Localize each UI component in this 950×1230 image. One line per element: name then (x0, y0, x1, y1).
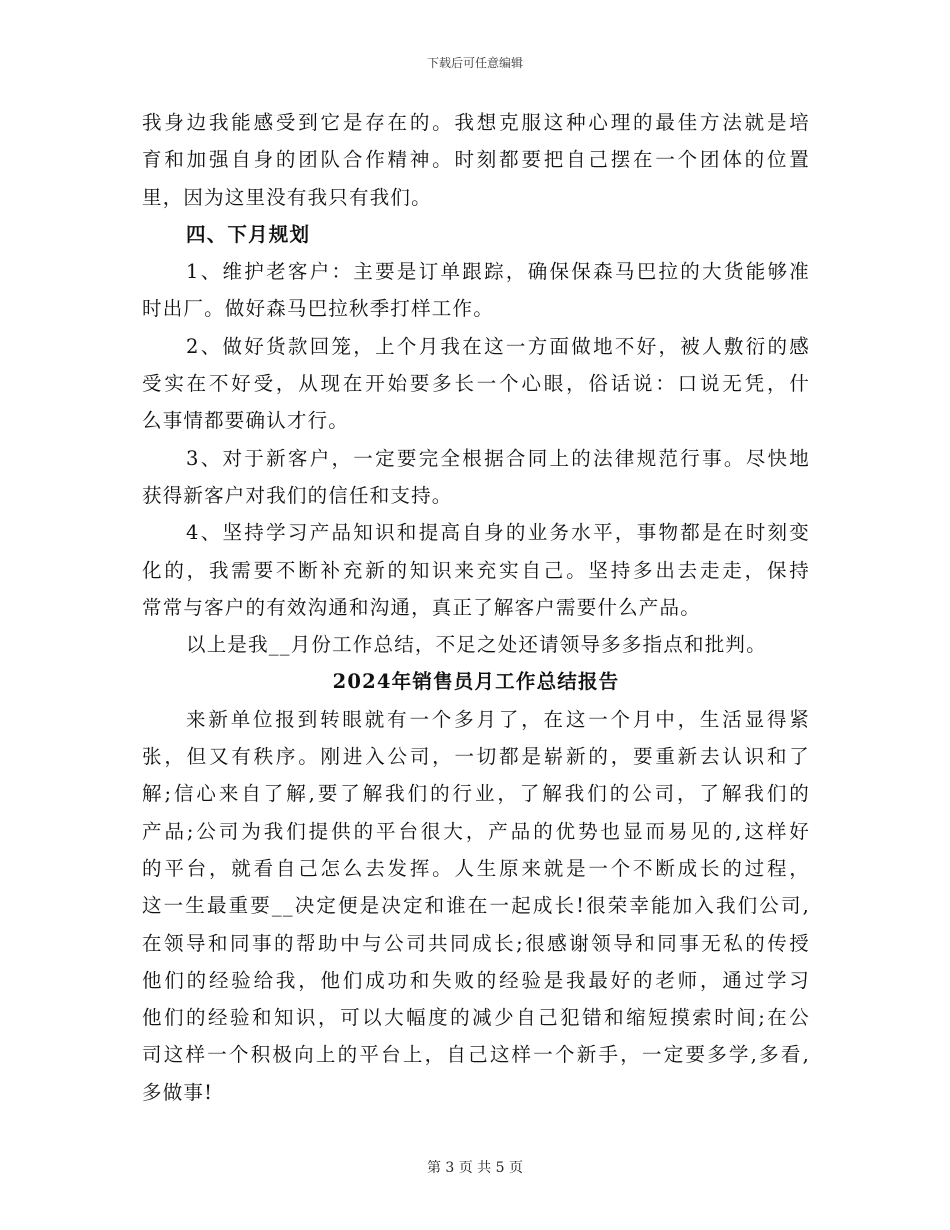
paragraph-line: 4、坚持学习产品知识和提高自身的业务水平，事物都是在时刻变 (186, 521, 810, 545)
paragraph-line: 时出厂。做好森马巴拉秋季打样工作。 (142, 297, 494, 321)
paragraph-line: 张，但又有秩序。刚进入公司，一切都是崭新的，要重新去认识和了 (142, 745, 810, 769)
page-number-footer: 第 3 页 共 5 页 (426, 1160, 524, 1176)
paragraph-line: 产品;公司为我们提供的平台很大，产品的优势也显而易见的,这样好 (142, 819, 810, 843)
paragraph-line: 多做事! (142, 1080, 214, 1104)
paragraph-line: 1、维护老客户：主要是订单跟踪，确保保森马巴拉的大货能够准 (186, 260, 810, 284)
paragraph-line: 以上是我__月份工作总结，不足之处还请领导多多指点和批判。 (186, 633, 767, 657)
paragraph-line: 常常与客户的有效沟通和沟通，真正了解客户需要什么产品。 (142, 595, 701, 619)
paragraph-line: 来新单位报到转眼就有一个多月了，在这一个月中，生活显得紧 (186, 707, 810, 731)
paragraph-line: 这一生最重要__决定便是决定和谁在一起成长!很荣幸能加入我们公司, (142, 894, 810, 918)
section-heading: 四、下月规划 (186, 222, 311, 246)
paragraph-line: 里，因为这里没有我只有我们。 (142, 185, 432, 209)
paragraph-line: 的平台，就看自己怎么去发挥。人生原来就是一个不断成长的过程， (142, 856, 810, 880)
paragraph-line: 他们的经验给我，他们成功和失败的经验是我最好的老师，通过学习 (142, 968, 810, 992)
paragraph-line: 他们的经验和知识，可以大幅度的减少自己犯错和缩短摸索时间;在公 (142, 1006, 810, 1030)
paragraph-line: 2、做好货款回笼，上个月我在这一方面做地不好，被人敷衍的感 (186, 334, 810, 358)
paragraph-line: 在领导和同事的帮助中与公司共同成长;很感谢领导和同事无私的传授 (142, 931, 810, 955)
document-body (142, 104, 810, 1111)
report-title: 2024年销售员月工作总结报告 (332, 670, 620, 694)
page-header-note: 下载后可任意编辑 (426, 56, 523, 70)
paragraph-line: 3、对于新客户，一定要完全根据合同上的法律规范行事。尽快地 (186, 446, 810, 470)
paragraph-line: 我身边我能感受到它是存在的。我想克服这种心理的最佳方法就是培 (142, 111, 810, 134)
paragraph-line: 么事情都要确认才行。 (142, 409, 350, 433)
paragraph-line: 化的，我需要不断补充新的知识来充实自己。坚持多出去走走，保持 (142, 558, 810, 582)
paragraph-line: 司这样一个积极向上的平台上，自己这样一个新手，一定要多学,多看, (142, 1043, 810, 1067)
paragraph-line: 育和加强自身的团队合作精神。时刻都要把自己摆在一个团体的位置 (142, 148, 810, 172)
paragraph-line: 获得新客户对我们的信任和支持。 (142, 483, 453, 507)
paragraph-line: 解;信心来自了解,要了解我们的行业，了解我们的公司，了解我们的 (142, 782, 810, 806)
paragraph-line: 受实在不好受，从现在开始要多长一个心眼，俗话说：口说无凭，什 (142, 372, 810, 396)
